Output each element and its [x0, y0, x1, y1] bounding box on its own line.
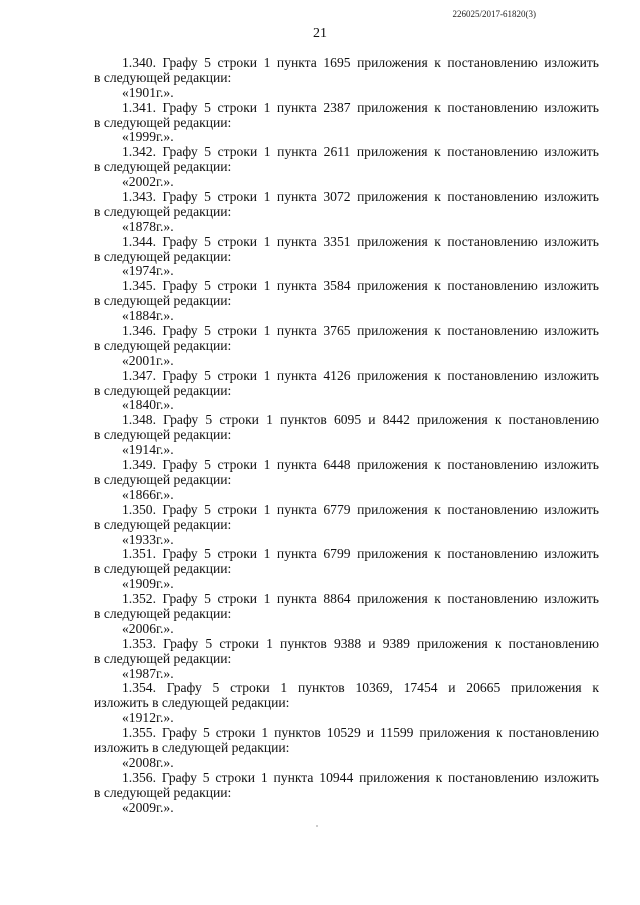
amendment-new-value: «1878г.».	[122, 218, 174, 234]
amendment-item	[94, 681, 599, 726]
amendment-new-value: «1884г.».	[122, 308, 174, 324]
amendment-text-line: 1.352. Графу 5 строки 1 пункта 8864 приложения к постановлению изложить	[122, 592, 599, 607]
amendment-new-value: «1987г.».	[122, 665, 174, 681]
amendment-item	[94, 637, 599, 682]
amendment-item	[94, 369, 599, 414]
amendment-new-value: «2001г.».	[122, 352, 174, 368]
amendment-item	[94, 458, 599, 503]
amendment-new-value: «1866г.».	[122, 486, 174, 502]
page-number: 21	[313, 26, 327, 41]
amendment-text-line: 1.356. Графу 5 строки 1 пункта 10944 приложения к постановлению изложить	[122, 770, 599, 785]
amendment-new-value: «1912г.».	[122, 710, 174, 726]
amendment-new-value: «1999г.».	[122, 129, 174, 145]
amendment-text-line: 1.349. Графу 5 строки 1 пункта 6448 приложения к постановлению изложить	[122, 458, 599, 473]
amendment-text-line: 1.343. Графу 5 строки 1 пункта 3072 приложения к постановлению изложить	[122, 190, 599, 205]
amendment-text-line: 1.340. Графу 5 строки 1 пункта 1695 приложения к постановлению изложить	[122, 56, 599, 70]
scan-artifact	[316, 825, 318, 827]
amendment-text-line: 1.345. Графу 5 строки 1 пункта 3584 приложения к постановлению изложить	[122, 279, 599, 294]
amendment-new-value: «1909г.».	[122, 576, 174, 592]
amendment-text-continuation: в следующей редакции:	[94, 69, 232, 85]
amendment-text-line: 1.354. Графу 5 строки 1 пунктов 10369, 17454 и 20665 приложения к	[122, 681, 599, 696]
amendment-text-line: 1.347. Графу 5 строки 1 пункта 4126 приложения к постановлению изложить	[122, 368, 599, 383]
amendment-text-continuation: в следующей редакции:	[94, 516, 232, 532]
amendment-text-continuation: в следующей редакции:	[94, 159, 232, 175]
amendment-item	[94, 190, 599, 235]
amendment-item	[94, 145, 599, 190]
amendment-text-line: 1.346. Графу 5 строки 1 пункта 3765 приложения к постановлению изложить	[122, 324, 599, 339]
amendment-text-continuation: в следующей редакции:	[94, 203, 232, 219]
amendment-text-line: 1.342. Графу 5 строки 1 пункта 2611 приложения к постановлению изложить	[122, 145, 599, 160]
amendment-item	[94, 324, 599, 369]
amendment-text-line: 1.344. Графу 5 строки 1 пункта 3351 приложения к постановлению изложить	[122, 234, 599, 249]
amendment-text-continuation: в следующей редакции:	[94, 471, 232, 487]
amendment-new-value: «2009г.».	[122, 799, 174, 815]
amendment-text-continuation: в следующей редакции:	[94, 382, 232, 398]
amendment-new-value: «2006г.».	[122, 620, 174, 636]
amendment-text-line: 1.350. Графу 5 строки 1 пункта 6779 приложения к постановлению изложить	[122, 502, 599, 517]
amendment-item	[94, 235, 599, 280]
amendment-text-continuation: изложить в следующей редакции:	[94, 739, 290, 755]
amendment-item	[94, 547, 599, 592]
amendment-text-continuation: в следующей редакции:	[94, 427, 232, 443]
amendment-new-value: «1840г.».	[122, 397, 174, 413]
amendment-new-value: «2008г.».	[122, 754, 174, 770]
amendment-text-continuation: в следующей редакции:	[94, 293, 232, 309]
amendment-new-value: «1974г.».	[122, 263, 174, 279]
amendment-item	[94, 771, 599, 816]
amendment-text-line: 1.355. Графу 5 строки 1 пунктов 10529 и 11599 приложения к постановлению	[122, 726, 599, 741]
amendment-item	[94, 503, 599, 548]
document-registration-number: 226025/2017-61820(3)	[452, 9, 536, 19]
amendment-item	[94, 56, 599, 101]
amendment-item	[94, 726, 599, 771]
amendment-text-continuation: в следующей редакции:	[94, 650, 232, 666]
amendment-item	[94, 592, 599, 637]
amendment-text-line: 1.351. Графу 5 строки 1 пункта 6799 приложения к постановлению изложить	[122, 547, 599, 562]
amendment-text-line: 1.348. Графу 5 строки 1 пунктов 6095 и 8442 приложения к постановлению	[122, 413, 599, 428]
amendment-text-continuation: в следующей редакции:	[94, 337, 232, 353]
amendment-text-continuation: в следующей редакции:	[94, 561, 232, 577]
amendment-item	[94, 279, 599, 324]
amendment-text-continuation: в следующей редакции:	[94, 784, 232, 800]
amendment-text-continuation: в следующей редакции:	[94, 248, 232, 264]
amendment-text-line: 1.353. Графу 5 строки 1 пунктов 9388 и 9389 приложения к постановлению	[122, 636, 599, 651]
amendment-new-value: «1901г.».	[122, 84, 174, 100]
amendment-new-value: «1933г.».	[122, 531, 174, 547]
amendment-text-continuation: изложить в следующей редакции:	[94, 695, 290, 711]
amendment-text-continuation: в следующей редакции:	[94, 114, 232, 130]
amendment-text-line: 1.341. Графу 5 строки 1 пункта 2387 приложения к постановлению изложить	[122, 100, 599, 115]
amendment-item	[94, 413, 599, 458]
amendment-item	[94, 101, 599, 146]
amendment-new-value: «1914г.».	[122, 442, 174, 458]
amendment-new-value: «2002г.».	[122, 174, 174, 190]
amendment-text-continuation: в следующей редакции:	[94, 605, 232, 621]
amendment-list	[94, 56, 599, 815]
